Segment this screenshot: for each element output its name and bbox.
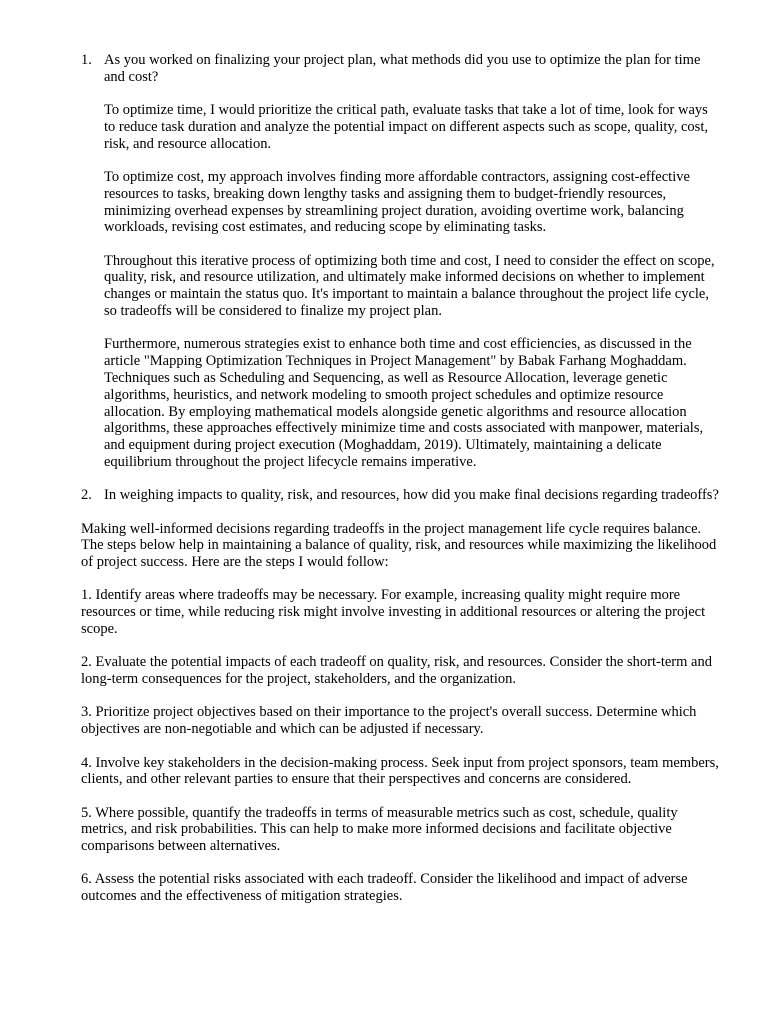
step-item: 6. Assess the potential risks associated with each tradeoff. Consider the likelihood and impact of adverse outcomes and the effectiveness of mitigation strategies. — [81, 871, 688, 905]
step-item: 2. Evaluate the potential impacts of each tradeoff on quality, risk, and resources. Consider the short-term and long-term consequences for the project, stakeholders, and the organization. — [81, 654, 712, 688]
question-number: 2. — [81, 487, 92, 504]
question-number: 1. — [81, 52, 92, 68]
answer-paragraph: Furthermore, numerous strategies exist to enhance both time and cost efficiencies, as discussed in the article "Mapping Optimization Techniques in Project Management" by Babak Farhang Moghaddam. Techniques such as Scheduling and Sequencing, as well as Resource Allocation, leverage genetic algorithms, heuristics, and network modeling to smooth project schedules and optimize resource allocation. By employing mathematical models alongside genetic algorithms and resource allocation algorithms, these approaches effectively minimize time and costs associated with manpower, materials, and equipment during project execution (Moghaddam, 2019). Ultimately, maintaining a delicate equilibrium throughout the project lifecycle remains imperative. — [104, 336, 704, 470]
answer-1 — [104, 102, 721, 471]
answer-paragraph: To optimize time, I would prioritize the critical path, evaluate tasks that take a lot of time, look for ways to reduce task duration and analyze the potential impact on different aspects such as scope, quality, cost, risk, and resource allocation. — [104, 102, 708, 152]
step-item: 5. Where possible, quantify the tradeoffs in terms of measurable metrics such as cost, schedule, quality metrics, and risk probabilities. This can help to make more informed decisions and facilitate objective comparisons between alternatives. — [81, 804, 678, 855]
intro-paragraph: Making well-informed decisions regarding tradeoffs in the project management life cycle requires balance. The steps below help in maintaining a balance of quality, risk, and resources while maximizing the likelihood of project success. Here are the steps I would follow: — [81, 520, 717, 571]
document-page — [81, 52, 721, 905]
question-1 — [81, 52, 721, 86]
question-text: In weighing impacts to quality, risk, and resources, how did you make final decisions regarding tradeoffs? — [104, 487, 719, 504]
question-2 — [81, 487, 721, 504]
step-item: 4. Involve key stakeholders in the decision-making process. Seek input from project sponsors, team members, clients, and other relevant parties to ensure that their perspectives and concerns are considered. — [81, 754, 719, 788]
answer-paragraph: To optimize cost, my approach involves finding more affordable contractors, assigning cost-effective resources to tasks, breaking down lengthy tasks and assigning them to budget-friendly resources, minimizing overhead expenses by streamlining project duration, avoiding overtime work, balancing workloads, revising cost estimates, and reducing scope by eliminating tasks. — [104, 168, 690, 236]
step-item: 1. Identify areas where tradeoffs may be necessary. For example, increasing quality might require more resources or time, while reducing risk might involve investing in additional resources or altering the project scope. — [81, 587, 706, 638]
step-item: 3. Prioritize project objectives based on their importance to the project's overall success. Determine which objectives are non-negotiable and which can be adjusted if necessary. — [81, 704, 697, 738]
answer-paragraph: Throughout this iterative process of optimizing both time and cost, I need to consider the effect on scope, quality, risk, and resource utilization, and ultimately make informed decisions on whether to implement changes or maintain the status quo. It's important to maintain a balance throughout the project life cycle, so tradeoffs will be considered to finalize my project plan. — [104, 252, 715, 320]
question-text: As you worked on finalizing your project plan, what methods did you use to optimize the plan for time and cost? — [104, 52, 701, 85]
